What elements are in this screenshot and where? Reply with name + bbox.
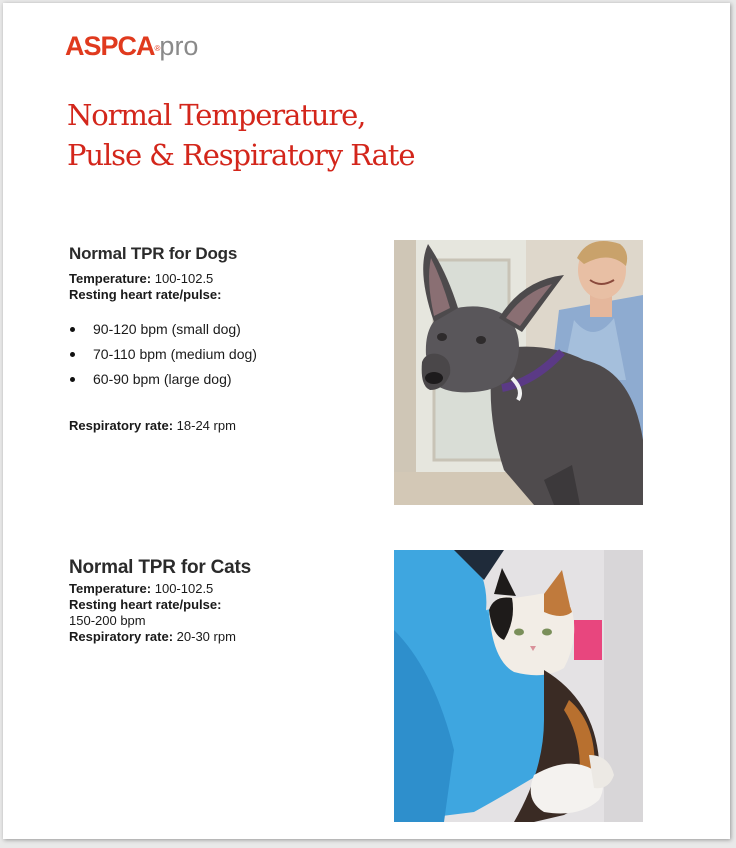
cats-heading: Normal TPR for Cats bbox=[69, 557, 252, 578]
page-title-line-1: Normal Temperature, bbox=[67, 98, 366, 132]
cats-temperature-value: 100-102.5 bbox=[151, 581, 214, 596]
cats-temperature-label: Temperature: bbox=[69, 581, 152, 596]
cat-photo-illustration bbox=[394, 550, 643, 822]
dogs-respiratory-value: 18-24 rpm bbox=[173, 418, 236, 433]
dogs-heart-rate-label: Resting heart rate/pulse: bbox=[69, 287, 222, 302]
dogs-temperature-label: Temperature: bbox=[69, 271, 152, 286]
page-title bbox=[67, 95, 527, 175]
dogs-heart-rate bbox=[69, 287, 369, 303]
dog-photo-illustration bbox=[394, 240, 643, 505]
cats-temperature bbox=[69, 581, 369, 597]
dogs-respiratory-rate bbox=[69, 418, 369, 434]
page-title-line-2: Pulse & Respiratory Rate bbox=[67, 138, 415, 172]
logo-registered-mark: ® bbox=[154, 44, 160, 53]
cats-heart-rate-value: 150-200 bpm bbox=[69, 613, 146, 628]
heart-rate-medium-dog: 70-110 bpm (medium dog) bbox=[93, 346, 257, 362]
dogs-respiratory-label: Respiratory rate: bbox=[69, 418, 174, 433]
list-item bbox=[69, 317, 369, 342]
list-item bbox=[69, 367, 369, 392]
cats-heart-rate-label: Resting heart rate/pulse: bbox=[69, 597, 222, 612]
bullet-icon bbox=[70, 352, 75, 357]
cat-photo bbox=[394, 550, 643, 822]
bullet-icon bbox=[70, 377, 75, 382]
aspca-pro-logo bbox=[65, 31, 198, 61]
cats-section bbox=[69, 557, 369, 645]
bullet-icon bbox=[70, 327, 75, 332]
logo-brand: ASPCA bbox=[65, 31, 155, 61]
document-page bbox=[3, 3, 730, 839]
cats-respiratory-value: 20-30 rpm bbox=[173, 629, 236, 644]
dogs-temperature bbox=[69, 271, 369, 287]
heart-rate-small-dog: 90-120 bpm (small dog) bbox=[93, 321, 241, 337]
cats-respiratory-label: Respiratory rate: bbox=[69, 629, 174, 644]
dogs-temperature-value: 100-102.5 bbox=[151, 271, 214, 286]
cats-respiratory-rate bbox=[69, 629, 369, 645]
heart-rate-large-dog: 60-90 bpm (large dog) bbox=[93, 371, 232, 387]
list-item bbox=[69, 342, 369, 367]
cats-heart-rate bbox=[69, 597, 369, 613]
dogs-heading: Normal TPR for Dogs bbox=[69, 244, 238, 263]
logo-suffix: pro bbox=[159, 31, 199, 61]
dogs-heart-rate-list bbox=[69, 317, 369, 392]
dog-photo bbox=[394, 240, 643, 505]
dogs-section bbox=[69, 243, 369, 434]
